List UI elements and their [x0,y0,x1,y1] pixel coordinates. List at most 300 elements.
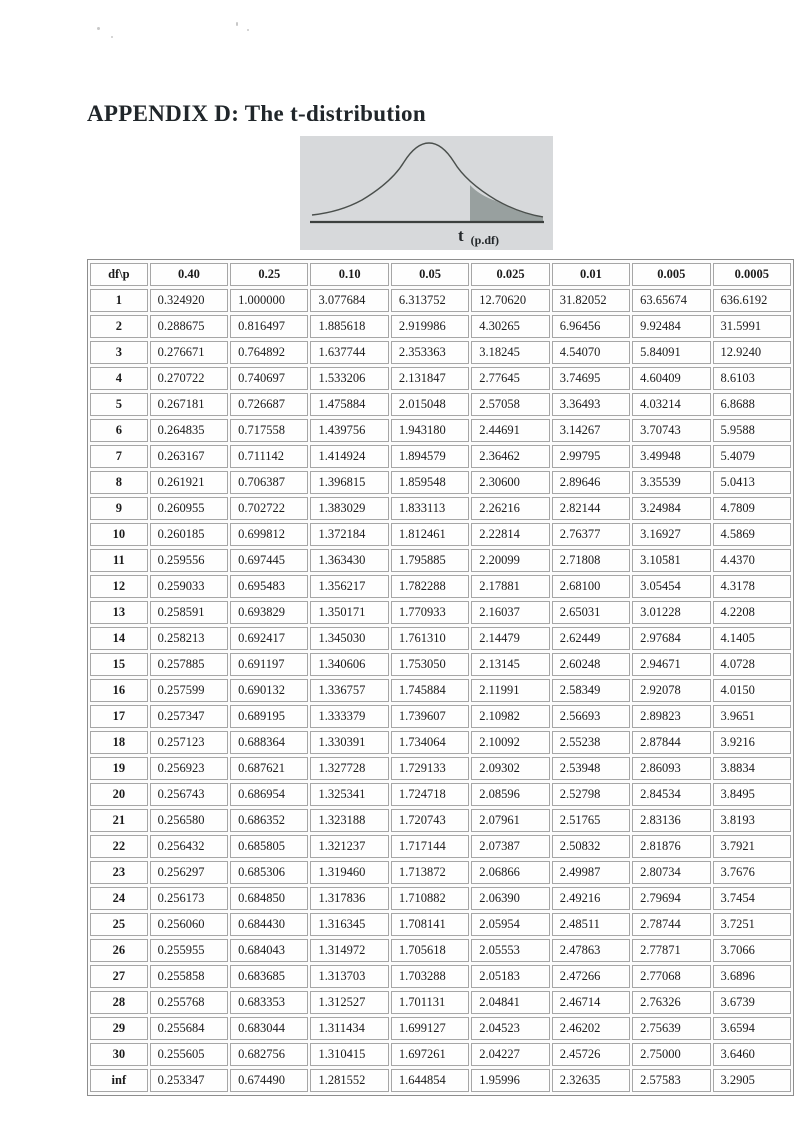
value-cell: 2.76377 [552,523,630,546]
value-cell: 0.324920 [150,289,228,312]
value-cell: 4.30265 [471,315,549,338]
df-cell: 25 [90,913,148,936]
value-cell: 3.2905 [713,1069,791,1092]
value-cell: 2.75639 [632,1017,710,1040]
value-cell: 1.439756 [310,419,388,442]
value-cell: 2.07961 [471,809,549,832]
table-row [90,731,791,754]
df-cell: 9 [90,497,148,520]
value-cell: 2.68100 [552,575,630,598]
df-cell: 15 [90,653,148,676]
value-cell: 1.724718 [391,783,469,806]
value-cell: 0.255858 [150,965,228,988]
value-cell: 0.682756 [230,1043,308,1066]
table-row [90,835,791,858]
value-cell: 2.49216 [552,887,630,910]
value-cell: 0.256923 [150,757,228,780]
t-distribution-figure [300,136,553,250]
value-cell: 3.49948 [632,445,710,468]
df-cell: 6 [90,419,148,442]
value-cell: 0.693829 [230,601,308,624]
value-cell: 0.259556 [150,549,228,572]
value-cell: 2.32635 [552,1069,630,1092]
value-cell: 3.6896 [713,965,791,988]
value-cell: 2.04841 [471,991,549,1014]
table-row [90,783,791,806]
value-cell: 2.51765 [552,809,630,832]
table-row [90,991,791,1014]
value-cell: 0.688364 [230,731,308,754]
value-cell: 1.356217 [310,575,388,598]
value-cell: 3.18245 [471,341,549,364]
value-cell: 0.690132 [230,679,308,702]
value-cell: 2.22814 [471,523,549,546]
value-cell: 0.253347 [150,1069,228,1092]
value-cell: 2.015048 [391,393,469,416]
value-cell: 2.04227 [471,1043,549,1066]
value-cell: 2.89823 [632,705,710,728]
table-row [90,627,791,650]
value-cell: 0.706387 [230,471,308,494]
value-cell: 2.353363 [391,341,469,364]
value-cell: 0.740697 [230,367,308,390]
value-cell: 2.84534 [632,783,710,806]
value-cell: 1.316345 [310,913,388,936]
table-row [90,419,791,442]
value-cell: 0.258591 [150,601,228,624]
value-cell: 12.70620 [471,289,549,312]
value-cell: 2.53948 [552,757,630,780]
column-header-cell: 0.025 [471,263,549,286]
value-cell: 1.894579 [391,445,469,468]
value-cell: 2.79694 [632,887,710,910]
value-cell: 2.57058 [471,393,549,416]
df-cell: 8 [90,471,148,494]
value-cell: 63.65674 [632,289,710,312]
value-cell: 1.697261 [391,1043,469,1066]
bell-curve-plot [300,136,553,250]
value-cell: 0.255955 [150,939,228,962]
value-cell: 0.259033 [150,575,228,598]
value-cell: 0.255768 [150,991,228,1014]
table-row [90,367,791,390]
value-cell: 0.256173 [150,887,228,910]
value-cell: 6.313752 [391,289,469,312]
value-cell: 3.7251 [713,913,791,936]
value-cell: 2.97684 [632,627,710,650]
value-cell: 1.396815 [310,471,388,494]
df-cell: 16 [90,679,148,702]
value-cell: 2.06390 [471,887,549,910]
value-cell: 1.363430 [310,549,388,572]
value-cell: 1.325341 [310,783,388,806]
value-cell: 1.859548 [391,471,469,494]
df-cell: 12 [90,575,148,598]
df-cell: 1 [90,289,148,312]
value-cell: 2.16037 [471,601,549,624]
table-header-row [90,263,791,286]
value-cell: 4.4370 [713,549,791,572]
value-cell: 1.753050 [391,653,469,676]
value-cell: 2.08596 [471,783,549,806]
value-cell: 2.49987 [552,861,630,884]
table-row [90,809,791,832]
value-cell: 2.17881 [471,575,549,598]
column-header-cell: 0.0005 [713,263,791,286]
value-cell: 4.0150 [713,679,791,702]
page-title: APPENDIX D: The t-distribution [87,101,426,127]
value-cell: 0.697445 [230,549,308,572]
value-cell: 0.686954 [230,783,308,806]
value-cell: 2.919986 [391,315,469,338]
value-cell: 0.674490 [230,1069,308,1092]
value-cell: 1.734064 [391,731,469,754]
value-cell: 0.684430 [230,913,308,936]
value-cell: 1.312527 [310,991,388,1014]
value-cell: 0.691197 [230,653,308,676]
value-cell: 0.685805 [230,835,308,858]
table-row [90,757,791,780]
value-cell: 2.57583 [632,1069,710,1092]
value-cell: 3.8495 [713,783,791,806]
value-cell: 3.16927 [632,523,710,546]
value-cell: 0.263167 [150,445,228,468]
df-cell: 5 [90,393,148,416]
value-cell: 1.317836 [310,887,388,910]
value-cell: 1.701131 [391,991,469,1014]
table-row [90,549,791,572]
df-cell: 30 [90,1043,148,1066]
value-cell: 2.10982 [471,705,549,728]
value-cell: 2.76326 [632,991,710,1014]
value-cell: 1.383029 [310,497,388,520]
value-cell: 4.03214 [632,393,710,416]
df-cell: 4 [90,367,148,390]
df-cell: 14 [90,627,148,650]
df-cell: 27 [90,965,148,988]
value-cell: 6.96456 [552,315,630,338]
value-cell: 0.257599 [150,679,228,702]
df-cell: 13 [90,601,148,624]
value-cell: 2.36462 [471,445,549,468]
value-cell: 2.50832 [552,835,630,858]
column-header-cell: 0.25 [230,263,308,286]
value-cell: 1.710882 [391,887,469,910]
figure-background [300,136,553,250]
table-row [90,601,791,624]
value-cell: 1.720743 [391,809,469,832]
value-cell: 5.4079 [713,445,791,468]
value-cell: 2.58349 [552,679,630,702]
value-cell: 0.267181 [150,393,228,416]
table-row [90,315,791,338]
value-cell: 2.77068 [632,965,710,988]
value-cell: 2.60248 [552,653,630,676]
value-cell: 3.70743 [632,419,710,442]
value-cell: 2.94671 [632,653,710,676]
value-cell: 2.77645 [471,367,549,390]
table-row [90,887,791,910]
value-cell: 0.684850 [230,887,308,910]
value-cell: 3.7676 [713,861,791,884]
value-cell: 2.26216 [471,497,549,520]
value-cell: 0.685306 [230,861,308,884]
value-cell: 2.92078 [632,679,710,702]
value-cell: 2.82144 [552,497,630,520]
value-cell: 2.78744 [632,913,710,936]
value-cell: 1.336757 [310,679,388,702]
column-header-cell: 0.10 [310,263,388,286]
value-cell: 0.256297 [150,861,228,884]
value-cell: 3.6739 [713,991,791,1014]
table-row [90,939,791,962]
table-row [90,705,791,728]
value-cell: 1.345030 [310,627,388,650]
value-cell: 1.761310 [391,627,469,650]
value-cell: 1.705618 [391,939,469,962]
t-table-body [90,289,791,1092]
column-header-cell: 0.05 [391,263,469,286]
value-cell: 4.0728 [713,653,791,676]
value-cell: 3.9651 [713,705,791,728]
value-cell: 3.7454 [713,887,791,910]
value-cell: 2.52798 [552,783,630,806]
value-cell: 1.644854 [391,1069,469,1092]
value-cell: 2.71808 [552,549,630,572]
value-cell: 1.770933 [391,601,469,624]
value-cell: 0.261921 [150,471,228,494]
value-cell: 2.45726 [552,1043,630,1066]
df-cell: 29 [90,1017,148,1040]
value-cell: 0.816497 [230,315,308,338]
value-cell: 1.703288 [391,965,469,988]
table-row [90,393,791,416]
value-cell: 2.86093 [632,757,710,780]
table-row [90,289,791,312]
t-distribution-table [87,259,794,1096]
value-cell: 4.5869 [713,523,791,546]
value-cell: 2.11991 [471,679,549,702]
df-cell: 22 [90,835,148,858]
table-row [90,575,791,598]
value-cell: 3.9216 [713,731,791,754]
value-cell: 3.7921 [713,835,791,858]
value-cell: 12.9240 [713,341,791,364]
value-cell: 2.06866 [471,861,549,884]
value-cell: 1.314972 [310,939,388,962]
value-cell: 31.82052 [552,289,630,312]
value-cell: 2.05954 [471,913,549,936]
value-cell: 4.54070 [552,341,630,364]
value-cell: 31.5991 [713,315,791,338]
value-cell: 3.7066 [713,939,791,962]
value-cell: 2.87844 [632,731,710,754]
value-cell: 0.687621 [230,757,308,780]
value-cell: 4.1405 [713,627,791,650]
value-cell: 2.14479 [471,627,549,650]
value-cell: 4.60409 [632,367,710,390]
value-cell: 1.340606 [310,653,388,676]
value-cell: 0.260185 [150,523,228,546]
value-cell: 0.764892 [230,341,308,364]
value-cell: 1.713872 [391,861,469,884]
value-cell: 0.711142 [230,445,308,468]
df-cell: 19 [90,757,148,780]
value-cell: 636.6192 [713,289,791,312]
value-cell: 0.256743 [150,783,228,806]
figure-label-t: t [458,226,464,245]
value-cell: 2.62449 [552,627,630,650]
value-cell: 5.0413 [713,471,791,494]
value-cell: 0.276671 [150,341,228,364]
value-cell: 0.255605 [150,1043,228,1066]
value-cell: 3.10581 [632,549,710,572]
value-cell: 0.726687 [230,393,308,416]
value-cell: 3.01228 [632,601,710,624]
value-cell: 0.288675 [150,315,228,338]
value-cell: 2.80734 [632,861,710,884]
value-cell: 0.270722 [150,367,228,390]
value-cell: 1.943180 [391,419,469,442]
value-cell: 2.20099 [471,549,549,572]
value-cell: 1.782288 [391,575,469,598]
value-cell: 0.689195 [230,705,308,728]
df-cell: 18 [90,731,148,754]
value-cell: 1.311434 [310,1017,388,1040]
value-cell: 3.74695 [552,367,630,390]
value-cell: 4.7809 [713,497,791,520]
value-cell: 2.10092 [471,731,549,754]
value-cell: 2.131847 [391,367,469,390]
value-cell: 1.699127 [391,1017,469,1040]
value-cell: 1.310415 [310,1043,388,1066]
value-cell: 2.04523 [471,1017,549,1040]
value-cell: 1.313703 [310,965,388,988]
value-cell: 3.8834 [713,757,791,780]
value-cell: 0.717558 [230,419,308,442]
value-cell: 2.77871 [632,939,710,962]
value-cell: 3.8193 [713,809,791,832]
value-cell: 1.833113 [391,497,469,520]
value-cell: 0.683353 [230,991,308,1014]
value-cell: 1.745884 [391,679,469,702]
table-row [90,913,791,936]
scan-artifact [236,22,238,26]
value-cell: 2.44691 [471,419,549,442]
value-cell: 1.95996 [471,1069,549,1092]
value-cell: 5.9588 [713,419,791,442]
value-cell: 1.281552 [310,1069,388,1092]
column-header-cell: 0.01 [552,263,630,286]
value-cell: 0.256580 [150,809,228,832]
value-cell: 1.475884 [310,393,388,416]
value-cell: 0.702722 [230,497,308,520]
value-cell: 0.257123 [150,731,228,754]
value-cell: 5.84091 [632,341,710,364]
value-cell: 1.708141 [391,913,469,936]
df-cell: 26 [90,939,148,962]
table-row [90,1017,791,1040]
value-cell: 4.3178 [713,575,791,598]
value-cell: 1.795885 [391,549,469,572]
df-cell: 28 [90,991,148,1014]
value-cell: 3.14267 [552,419,630,442]
df-cell: 23 [90,861,148,884]
value-cell: 1.323188 [310,809,388,832]
value-cell: 2.83136 [632,809,710,832]
df-cell: 10 [90,523,148,546]
table-row [90,445,791,468]
value-cell: 6.8688 [713,393,791,416]
value-cell: 1.637744 [310,341,388,364]
df-cell: 24 [90,887,148,910]
value-cell: 8.6103 [713,367,791,390]
value-cell: 0.255684 [150,1017,228,1040]
value-cell: 2.89646 [552,471,630,494]
value-cell: 0.699812 [230,523,308,546]
value-cell: 2.13145 [471,653,549,676]
value-cell: 0.692417 [230,627,308,650]
column-header-cell: 0.40 [150,263,228,286]
table-row [90,471,791,494]
table-row [90,861,791,884]
value-cell: 0.686352 [230,809,308,832]
value-cell: 1.321237 [310,835,388,858]
df-cell: 20 [90,783,148,806]
value-cell: 1.533206 [310,367,388,390]
value-cell: 3.05454 [632,575,710,598]
value-cell: 0.257885 [150,653,228,676]
value-cell: 1.327728 [310,757,388,780]
value-cell: 2.48511 [552,913,630,936]
figure-label-subscript: (p.df) [470,233,500,247]
value-cell: 0.683044 [230,1017,308,1040]
value-cell: 2.47266 [552,965,630,988]
value-cell: 9.92484 [632,315,710,338]
scan-artifact [247,29,249,31]
value-cell: 2.09302 [471,757,549,780]
value-cell: 1.729133 [391,757,469,780]
value-cell: 3.077684 [310,289,388,312]
value-cell: 2.55238 [552,731,630,754]
value-cell: 3.6594 [713,1017,791,1040]
table-row [90,1069,791,1092]
df-cell: inf [90,1069,148,1092]
table-row [90,1043,791,1066]
value-cell: 1.319460 [310,861,388,884]
value-cell: 1.812461 [391,523,469,546]
value-cell: 4.2208 [713,601,791,624]
value-cell: 1.350171 [310,601,388,624]
value-cell: 2.47863 [552,939,630,962]
table-row [90,497,791,520]
value-cell: 1.000000 [230,289,308,312]
value-cell: 2.05553 [471,939,549,962]
value-cell: 3.36493 [552,393,630,416]
value-cell: 1.414924 [310,445,388,468]
table-row [90,341,791,364]
value-cell: 0.264835 [150,419,228,442]
value-cell: 1.330391 [310,731,388,754]
value-cell: 2.05183 [471,965,549,988]
value-cell: 0.256432 [150,835,228,858]
df-cell: 7 [90,445,148,468]
value-cell: 1.739607 [391,705,469,728]
value-cell: 2.46714 [552,991,630,1014]
df-cell: 17 [90,705,148,728]
df-cell: 21 [90,809,148,832]
value-cell: 3.35539 [632,471,710,494]
